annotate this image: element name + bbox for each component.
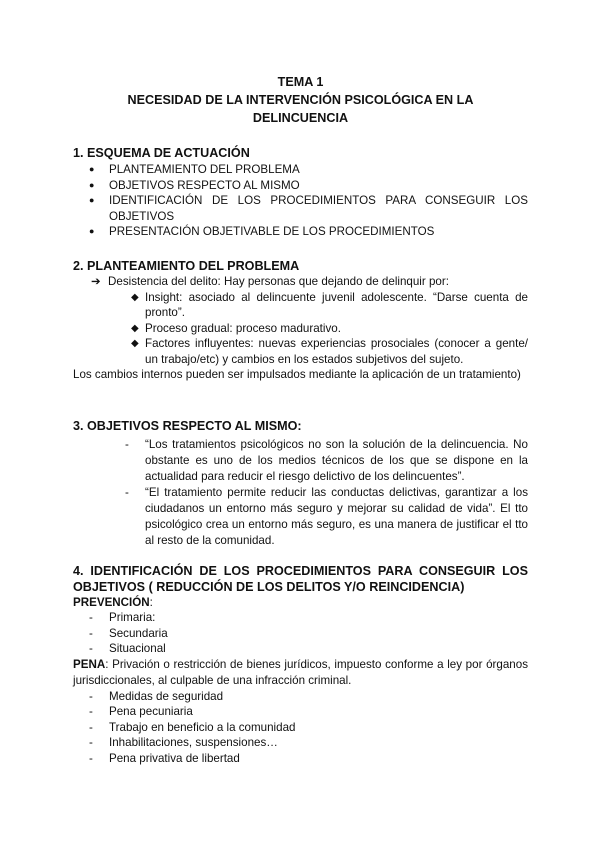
section-2-paragraph: Los cambios internos pueden ser impulsados mediante la aplicación de un tratamiento): [73, 368, 521, 381]
list-item: - Primaria:: [89, 611, 156, 624]
section-2-sublist: [73, 290, 528, 368]
list-item: - Pena privativa de libertad: [89, 751, 240, 765]
list-item: - Situacional: [89, 642, 166, 655]
list-item: ◆ Proceso gradual: proceso madurativo.: [131, 321, 341, 335]
bullet-icon: ●: [89, 164, 95, 174]
pena-paragraph: PENA: Privación o restricción de bienes jurídicos, impuesto conforme a ley por órganos jurisdiccionales, al culpable de una infracción criminal.: [73, 657, 528, 687]
section-4-heading: 4. IDENTIFICACIÓN DE LOS PROCEDIMIENTOS PARA CONSEGUIR LOS OBJETIVOS ( REDUCCIÓN DE LOS DELITOS Y/O REINCIDENCIA): [73, 564, 528, 594]
dash-icon: -: [125, 486, 129, 499]
arrow-right-icon: ➔: [91, 275, 101, 288]
prevencion-label: PREVENCIÓN: [73, 596, 150, 609]
title-line-1: TEMA 1: [277, 75, 324, 89]
bullet-icon: ●: [89, 179, 95, 190]
list-item: ● PLANTEAMIENTO DEL PROBLEMA: [89, 163, 300, 176]
diamond-icon: ◆: [131, 291, 139, 303]
section-2: [73, 258, 528, 383]
list-item: - Medidas de seguridad: [89, 689, 224, 703]
list-item: - “El tratamiento permite reducir las conductas delictivas, garantizar a los ciudadanos un entorno más seguro y mejorar su calidad de vida”. El tto psicológico crea un entorno más seguro, es una manera de justificar el tto al resto de la comunidad.: [125, 486, 528, 547]
section-3-list: [73, 437, 528, 549]
list-item: - Pena pecuniaria: [89, 705, 193, 718]
list-item: ● OBJETIVOS RESPECTO AL MISMO: [89, 178, 300, 192]
section-1-heading: 1. ESQUEMA DE ACTUACIÓN: [73, 146, 250, 160]
prevencion-list: [73, 610, 528, 657]
bullet-icon: ●: [89, 195, 95, 205]
dash-icon: -: [125, 438, 129, 451]
dash-icon: -: [89, 611, 93, 624]
section-1: [73, 145, 528, 240]
section-4: [73, 563, 528, 766]
dash-icon: -: [89, 705, 93, 718]
dash-icon: -: [89, 720, 93, 734]
section-1-list: [73, 162, 528, 240]
dash-icon: -: [89, 751, 93, 765]
section-2-heading: 2. PLANTEAMIENTO DEL PROBLEMA: [73, 259, 300, 273]
document-title: [73, 73, 528, 127]
title-line-2: NECESIDAD DE LA INTERVENCIÓN PSICOLÓGICA EN LA: [127, 93, 474, 107]
bullet-icon: ●: [89, 226, 95, 236]
list-item: - Trabajo en beneficio a la comunidad: [89, 720, 296, 734]
list-item: - Inhabilitaciones, suspensiones…: [89, 736, 278, 749]
diamond-icon: ◆: [131, 322, 139, 334]
dash-icon: -: [89, 642, 93, 655]
section-3-heading: 3. OBJETIVOS RESPECTO AL MISMO:: [73, 419, 302, 433]
dash-icon: -: [89, 626, 93, 640]
arrow-list-item: ➔ Desistencia del delito: Hay personas que dejando de delinquir por:: [91, 275, 449, 288]
title-line-3: DELINCUENCIA: [252, 111, 349, 125]
list-item: ◆ Insight: asociado al delincuente juvenil adolescente. “Darse cuenta de pronto”.: [131, 290, 528, 319]
list-item: ● PRESENTACIÓN OBJETIVABLE DE LOS PROCEDIMIENTOS: [89, 225, 435, 238]
section-3: [73, 418, 528, 549]
list-item: - Secundaria: [89, 626, 168, 640]
prevencion-label-row: PREVENCIÓN:: [73, 596, 153, 609]
list-item: ◆ Factores influyentes: nuevas experiencias prosociales (conocer a gente/ un trabajo/etc) y cambios en los estados subjetivos del sujeto.: [131, 337, 528, 366]
pena-label: PENA: [73, 657, 106, 671]
list-item: ● IDENTIFICACIÓN DE LOS PROCEDIMIENTOS PARA CONSEGUIR LOS OBJETIVOS: [89, 194, 528, 223]
diamond-icon: ◆: [131, 338, 139, 349]
list-item: - “Los tratamientos psicológicos no son la solución de la delincuencia. No obstante es uno de los medios técnicos de los que se dispone en la actualidad para reducir el riesgo delictivo de los delincuentes”.: [125, 438, 528, 483]
dash-icon: -: [89, 689, 93, 703]
pena-list: [73, 689, 528, 767]
dash-icon: -: [89, 736, 93, 749]
